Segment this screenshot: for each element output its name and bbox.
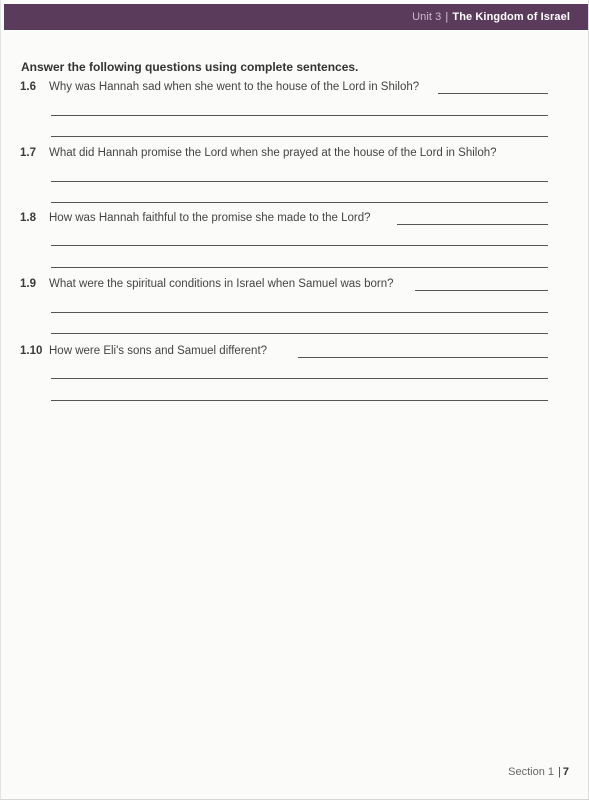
header-text [412, 11, 570, 23]
answer-line[interactable] [51, 181, 548, 182]
question-line [20, 81, 548, 97]
answer-line[interactable] [397, 224, 548, 225]
instructions: Answer the following questions using complete sentences. [21, 60, 359, 74]
answer-line[interactable] [438, 93, 548, 94]
question-text: What did Hannah promise the Lord when she prayed at the house of the Lord in Shiloh? [49, 147, 497, 159]
answer-line[interactable] [51, 312, 548, 313]
question-number: 1.6 [20, 81, 36, 93]
question-number: 1.10 [20, 345, 43, 357]
question-line [20, 147, 548, 163]
question-text: Why was Hannah sad when she went to the house of the Lord in Shiloh? [49, 81, 420, 93]
question-number: 1.7 [20, 147, 36, 159]
question-text: How were Eli's sons and Samuel different? [49, 345, 268, 357]
question-number: 1.8 [20, 212, 36, 224]
unit-title: The Kingdom of Israel [452, 11, 570, 23]
question-1-9 [20, 278, 548, 294]
question-1-6 [20, 81, 548, 97]
answer-line[interactable] [51, 136, 548, 137]
answer-line[interactable] [51, 400, 548, 401]
page-footer [508, 766, 569, 778]
unit-label: Unit 3 [412, 11, 442, 23]
answer-line[interactable] [51, 245, 548, 246]
question-1-10 [20, 345, 548, 361]
question-number: 1.9 [20, 278, 36, 290]
page-number: 7 [562, 766, 569, 778]
question-text: How was Hannah faithful to the promise she made to the Lord? [49, 212, 371, 224]
question-1-7 [20, 147, 548, 163]
answer-line[interactable] [51, 378, 548, 379]
answer-line[interactable] [415, 290, 548, 291]
question-line [20, 345, 548, 361]
answer-line[interactable] [51, 333, 548, 334]
answer-line[interactable] [298, 357, 548, 358]
footer-separator: | [558, 766, 561, 778]
answer-line[interactable] [51, 267, 548, 268]
question-line [20, 278, 548, 294]
answer-line[interactable] [51, 115, 548, 116]
question-1-8 [20, 212, 548, 228]
question-line [20, 212, 548, 228]
header-separator: | [445, 11, 449, 23]
header-bar [4, 4, 588, 30]
section-label: Section 1 [508, 766, 555, 778]
answer-line[interactable] [51, 202, 548, 203]
question-text: What were the spiritual conditions in Israel when Samuel was born? [49, 278, 394, 290]
